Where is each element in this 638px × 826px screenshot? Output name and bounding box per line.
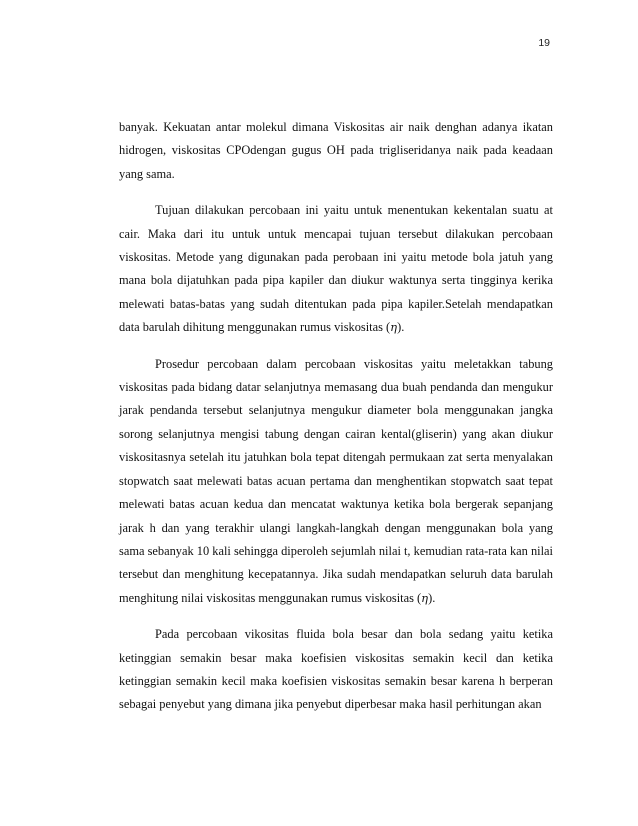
paragraph-3-end: ). [428,590,436,605]
eta-symbol: η [421,590,429,605]
body-text [119,116,553,730]
paragraph-2-end: ). [397,320,405,335]
paragraph-1 [119,116,553,186]
paragraph-2-text: Tujuan dilakukan percobaan ini yaitu untuk menentukan kekentalan suatu at cair. Maka dari itu untuk untuk mencapai tujuan tersebut dilakukan percobaan viskositas. Metode yang digunakan pada perobaan ini yaitu metode bola jatuh yang mana bola dijatuhkan pada pipa kapiler dan diukur waktunya serta tingginya kerika melewati batas-batas yang sudah ditentukan pada pipa kapiler.Setelah mendapatkan data barulah dihitung menggunakan rumus viskositas ( [119,203,553,335]
paragraph-3 [119,353,553,610]
paragraph-4-text: Pada percobaan vikositas fluida bola besar dan bola sedang yaitu ketika ketinggian semakin besar maka koefisien viskositas semakin kecil dan ketika ketinggian semakin kecil maka koefisien viskositas semakin besar karena h berperan sebagai penyebut yang dimana jika penyebut diperbesar maka hasil perhitungan akan [119,627,553,712]
paragraph-2 [119,199,553,339]
paragraph-1-text: banyak. Kekuatan antar molekul dimana Viskositas air naik denghan adanya ikatan hidrogen, viskositas CPOdengan gugus OH pada trigliseridanya naik pada keadaan yang sama. [119,120,553,181]
paragraph-3-text: Prosedur percobaan dalam percobaan viskositas yaitu meletakkan tabung viskositas pada bidang datar selanjutnya memasang dua buah pendanda dan mengukur jarak pendanda tersebut selanjutnya mengukur diameter bola menggunakan jangka sorong selanjutnya mengisi tabung dengan cairan kental(gliserin) yang akan diukur viskositasnya setelah itu jatuhkan bola tepat ditengah permukaan zat serta menyalakan stopwatch saat melewati batas acuan pertama dan menghentikan stopwatch saat tepat melewati batas acuan kedua dan mencatat waktunya ketika bola bergerak sepanjang jarak h dan yang terakhir ulangi langkah-langkah dengan menggunakan bola yang sama sebanyak 10 kali sehingga diperoleh sejumlah nilai t, kemudian rata-rata kan nilai tersebut dan menghitung kecepatannya. Jika sudah mendapatkan seluruh data barulah menghitung nilai viskositas menggunakan rumus viskositas ( [119,356,553,605]
paragraph-4 [119,623,553,717]
eta-symbol: η [390,320,398,335]
page-number: 19 [538,37,550,49]
